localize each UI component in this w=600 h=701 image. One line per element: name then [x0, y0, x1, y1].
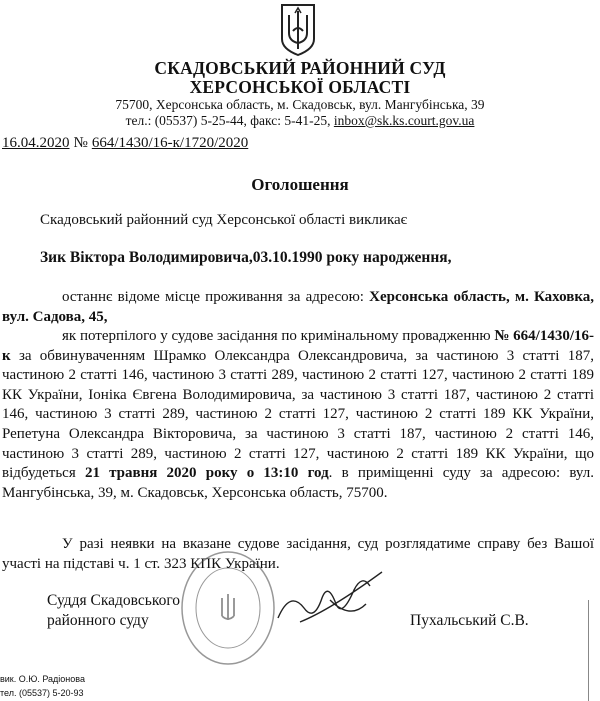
- executor-phone: тел. (05537) 5-20-93: [0, 688, 84, 698]
- summoned-person: Зик Віктора Володимировича,03.10.1990 року народження,: [40, 249, 452, 266]
- case-number: № 664/1430/16-к: [2, 328, 595, 364]
- case-lead: як потерпілого у судове засідання по кримінальному провадженню: [62, 328, 495, 344]
- address-value: Херсонська область, м. Каховка, вул. Садова, 45,: [2, 289, 594, 325]
- signer-title-line1: Суддя Скадовського: [47, 592, 181, 609]
- case-tail: . в приміщенні суду за адресою: вул. Мангубінська, 39, м. Скадовськ, Херсонська область, 75700.: [2, 465, 594, 501]
- outgoing-reference: [2, 135, 248, 152]
- signer-name: Пухальський С.В.: [410, 612, 529, 629]
- notice-title: Оголошення: [251, 175, 349, 194]
- court-address: 75700, Херсонська область, м. Скадовськ, вул. Мангубінська, 39: [115, 97, 485, 112]
- executor-name: вик. О.Ю. Радіонова: [0, 674, 85, 684]
- court-name: СКАДОВСЬКИЙ РАЙОННИЙ СУД: [154, 58, 446, 78]
- trident-coat-of-arms-icon: [279, 3, 317, 57]
- email-link[interactable]: inbox@sk.ks.court.gov.ua: [333, 113, 475, 128]
- court-region: ХЕРСОНСЬКОЇ ОБЛАСТІ: [189, 77, 411, 97]
- absence-text: У разі неявки на вказане судове засідання, суд розглядатиме справу без Вашої участі на підставі ч. 1 ст. 323 КПК України.: [2, 536, 594, 572]
- scan-edge-line: [588, 600, 589, 701]
- address-paragraph: [2, 288, 594, 327]
- notice-intro: Скадовський районний суд Херсонської області викликає: [40, 212, 408, 228]
- outgoing-date: 16.04.2020: [2, 135, 70, 151]
- court-contacts: [0, 113, 600, 129]
- outgoing-number: 664/1430/16-к/1720/2020: [91, 135, 249, 151]
- case-paragraph: [2, 327, 594, 503]
- address-lead: останнє відоме місце проживання за адресою:: [62, 289, 370, 305]
- contacts-phone-fax: тел.: (05537) 5-25-44, факс: 5-41-25,: [125, 113, 334, 128]
- handwritten-signature-icon: [270, 560, 390, 640]
- case-body: за обвинуваченням Шрамко Олександра Олександровича, за частиною 3 статті 187, частиною 2 статті 146, частиною 3 статті 289, частиною 2 статті 127, частиною 2 статті 189 КК України, Іоніка Євгена Володимировича, за частиною 3 статті 187, частиною 2 статті 146, частиною 3 статті 289, частиною 2 статті 127, частиною 2 статті 189 КК України, Репетуна Олександра Вікторовича, за частиною 3 статті 187, частиною 2 статті 146, частиною 3 статті 289, частиною 2 статті 127, частиною 2 статті 189 КК України, що відбудеться: [2, 347, 594, 482]
- signer-title-line2: районного суду: [47, 612, 149, 629]
- court-seal-icon: [178, 548, 278, 668]
- number-sign: №: [73, 135, 88, 151]
- hearing-datetime: 21 травня 2020 року о 13:10 год: [84, 465, 329, 482]
